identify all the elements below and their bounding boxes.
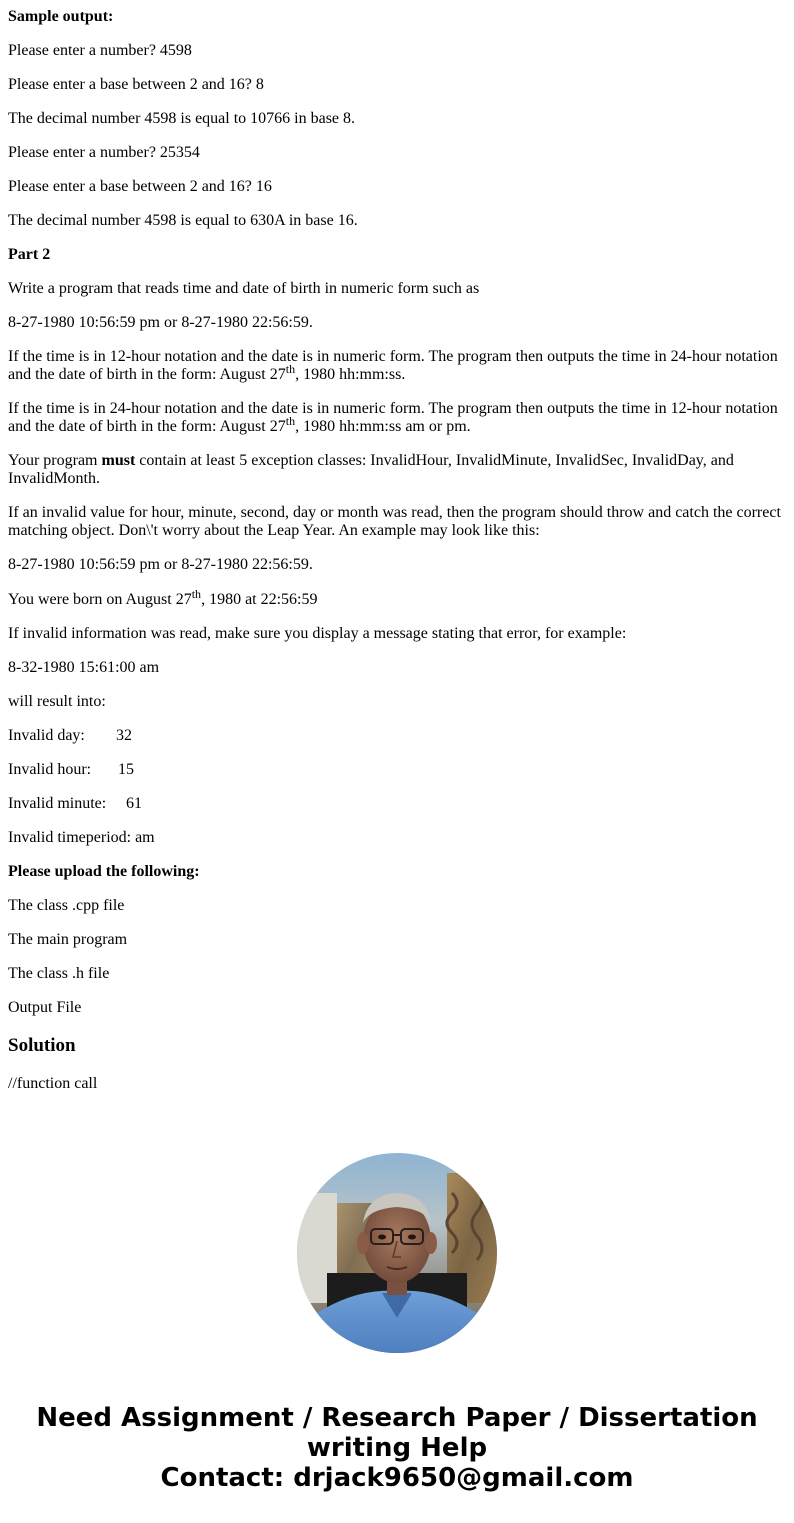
- twelve-hour-paragraph: If the time is in 12-hour notation and the date is in numeric form. The program then outputs the time in 24-hour notation and the date of birth in the form: August 27th, 1980 hh:mm:ss.: [8, 348, 778, 383]
- sample-line: The decimal number 4598 is equal to 10766 in base 8.: [8, 110, 356, 127]
- error-intro: If invalid information was read, make sure you display a message stating that error, for example:: [8, 625, 627, 642]
- sample-line: Please enter a base between 2 and 16? 8: [8, 76, 264, 93]
- error-line-hour: Invalid hour: 15: [8, 761, 134, 778]
- part2-intro: Write a program that reads time and date of birth in numeric form such as: [8, 280, 480, 297]
- error-example: 8-32-1980 15:61:00 am: [8, 659, 160, 676]
- sample-line: Please enter a base between 2 and 16? 16: [8, 178, 272, 195]
- upload-heading: Please upload the following:: [8, 863, 200, 880]
- born-output: You were born on August 27th, 1980 at 22:56:59: [8, 587, 318, 608]
- sample-line: Please enter a number? 4598: [8, 42, 192, 59]
- error-line-minute: Invalid minute: 61: [8, 795, 142, 812]
- example-input: 8-27-1980 10:56:59 pm or 8-27-1980 22:56:59.: [8, 556, 313, 573]
- twenty-four-hour-paragraph: If the time is in 24-hour notation and the date is in numeric form. The program then outputs the time in 12-hour notation and the date of birth in the form: August 27th, 1980 hh:mm:ss am or pm.: [8, 400, 778, 435]
- sample-line: The decimal number 4598 is equal to 630A in base 16.: [8, 212, 358, 229]
- upload-item: The class .cpp file: [8, 897, 125, 914]
- result-into: will result into:: [8, 693, 106, 710]
- footer-line: writing Help: [306, 1433, 488, 1463]
- error-line-day: Invalid day: 32: [8, 727, 132, 744]
- footer-banner: [0, 1403, 794, 1493]
- exception-classes-paragraph: Your program must contain at least 5 exception classes: InvalidHour, InvalidMinute, InvalidSec, InvalidDay, and InvalidMonth.: [8, 452, 734, 487]
- solution-text: //function call: [8, 1075, 98, 1092]
- error-line-timeperiod: Invalid timeperiod: am: [8, 829, 155, 846]
- footer-contact: Contact: drjack9650@gmail.com: [160, 1463, 634, 1493]
- footer-line: Need Assignment / Research Paper / Dissertation: [36, 1403, 758, 1433]
- upload-item: The class .h file: [8, 965, 110, 982]
- sample-line: Please enter a number? 25354: [8, 144, 200, 161]
- invalid-value-paragraph: If an invalid value for hour, minute, second, day or month was read, then the program should throw and catch the correct matching object. Don\'t worry about the Leap Year. An example may look like this:: [8, 504, 781, 539]
- solution-heading: Solution: [8, 1035, 76, 1056]
- document-body: [8, 0, 786, 1109]
- upload-item: Output File: [8, 999, 82, 1016]
- part2-heading: Part 2: [8, 246, 51, 263]
- upload-item: The main program: [8, 931, 128, 948]
- author-photo: [297, 1153, 497, 1353]
- sample-output-heading: Sample output:: [8, 8, 114, 25]
- portrait-image: [297, 1153, 497, 1353]
- example-input: 8-27-1980 10:56:59 pm or 8-27-1980 22:56:59.: [8, 314, 313, 331]
